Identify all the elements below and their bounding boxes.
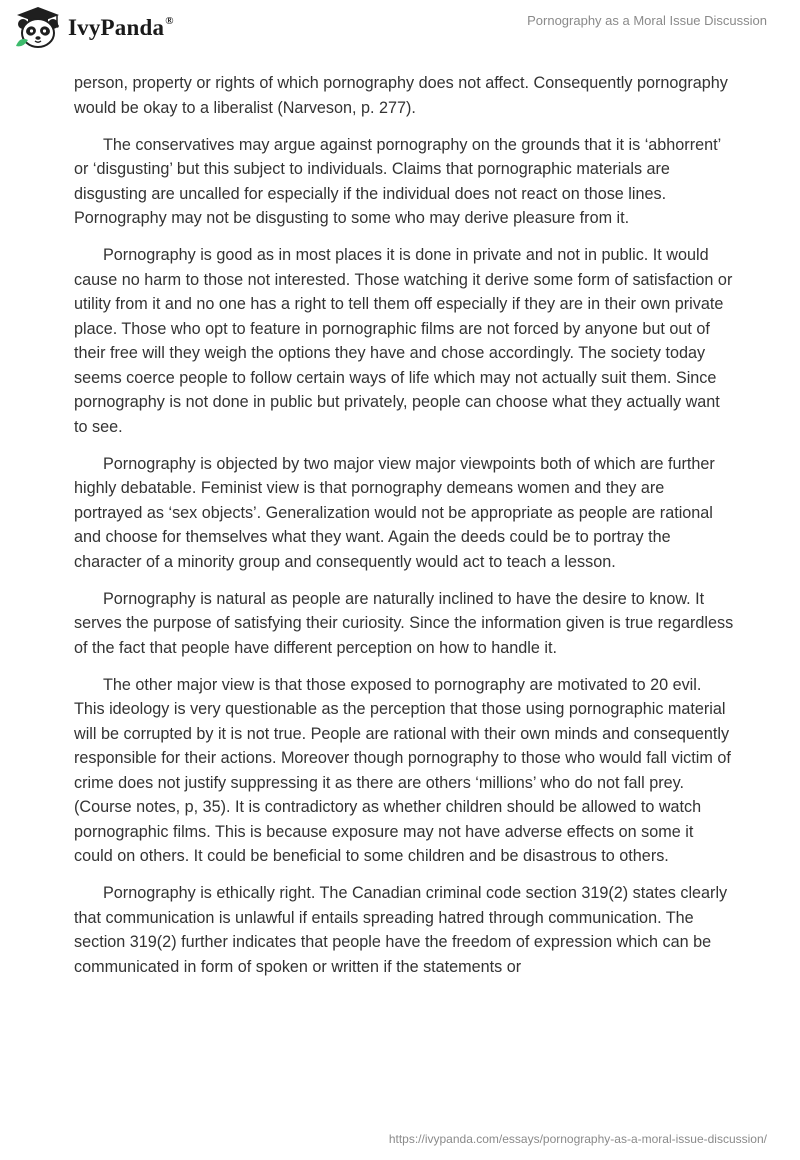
- source-url-link[interactable]: https://ivypanda.com/essays/pornography-as-a-moral-issue-discussion/: [388, 1132, 767, 1146]
- logo-text: IvyPanda: [68, 15, 165, 40]
- paragraph: Pornography is ethically right. The Canadian criminal code section 319(2) states clearly that communication is unlawful if entails spreading hatred through communication. The section 319(2) further indicates that people have the freedom of expression which can be communicated in form of spoken or written if the statements or: [74, 884, 728, 976]
- paragraph: The conservatives may argue against pornography on the grounds that it is ‘abhorrent’ or ‘disgusting’ but this subject to individuals. Claims that pornographic materials are disgusting are uncalled for especially if the individual does not react on those lines. Pornography may not be disgusting to some who may derive pleasure from it.: [74, 135, 721, 227]
- ivypanda-logo[interactable]: [14, 6, 174, 50]
- logo-wordmark: [68, 15, 174, 41]
- paragraph: Pornography is natural as people are naturally inclined to have the desire to know. It serves the purpose of satisfying their curiosity. Since the information given is true regardless of the fact that people have different perception on how to handle it.: [74, 589, 734, 657]
- document-title: Pornography as a Moral Issue Discussion: [527, 13, 767, 28]
- registered-mark: ®: [165, 15, 174, 28]
- paragraph: person, property or rights of which pornography does not affect. Consequently pornography would be okay to a liberalist (Narveson, p. 277).: [74, 74, 728, 117]
- paragraph: The other major view is that those exposed to pornography are motivated to 20 evil. This ideology is very questionable as the perception that those using pornographic material will be corrupted by it is not true. People are rational with their own minds and consequently responsible for their actions. Moreover though pornography to those who would fall victim of crime does not justify suppressing it as there are others ‘millions’ who do not fall prey. (Course notes, p, 35). It is contradictory as whether children should be allowed to watch pornographic films. This is because exposure may not have adverse effects on some it could on others. It could be beneficial to some children and be disastrous to others.: [74, 675, 731, 865]
- panda-graduate-icon: [14, 6, 62, 50]
- page-header: [0, 0, 800, 70]
- paragraph: Pornography is objected by two major view major viewpoints both of which are further highly debatable. Feminist view is that pornography demeans women and they are portrayed as ‘sex objects’. Generalization would not be appropriate as people are rational and choose for themselves what they want. Again the deeds could be to portray the character of a minority group and consequently would act to teach a lesson.: [74, 454, 715, 571]
- essay-body: [74, 71, 734, 992]
- paragraph: Pornography is good as in most places it is done in private and not in public. It would cause no harm to those not interested. Those watching it derive some form of satisfaction or utility from it and no one has a right to tell them off especially if they are in their own private place. Those who opt to feature in pornographic films are not forced by anyone but out of their free will they weigh the options they have and chose accordingly. The society today seems coerce people to follow certain ways of life which may not actually suit them. Since pornography is not done in public but privately, people can choose what they actually want to see.: [74, 246, 733, 436]
